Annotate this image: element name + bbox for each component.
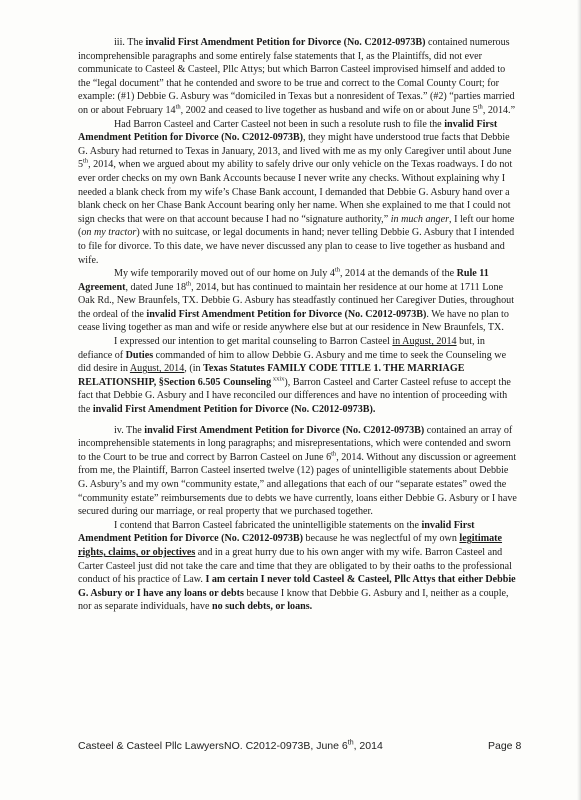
footer-case-number — [224, 740, 383, 752]
text-run: , 2014, but has continued to maintain her residence at our home at 1711 Lone Oak Rd., New Braunfels, TX. Debbie G. Asbury has steadfastly continued her Caregiver Duties, throughout the ordeal of the — [78, 281, 514, 320]
footer-case-suffix: , 2014 — [353, 740, 383, 752]
superscript: th — [477, 103, 483, 111]
text-run: contained numerous incomprehensible paragraphs and some entirely false statements that I, as the Plaintiffs, did not ever communicate to Casteel & Casteel, Pllc Attys; but which Barron Casteel improvised himself and added to the “legal document” that he contended and swore to be true and correct to the Comal County Court; for example: (#1) Debbie G. Asbury was “domiciled in Texas but a nonresident of Texas.” (#2) “parties married on or about February 14 — [78, 37, 515, 116]
text-run: iii. The — [114, 37, 146, 48]
bold-text: invalid First Amendment Petition for Divorce (No. C2012-0973B) — [144, 424, 425, 436]
paragraph-p2 — [78, 118, 520, 268]
paragraph-p5 — [78, 424, 520, 519]
superscript: xxix — [271, 375, 285, 383]
text-run: and in a great hurry due to his own anger with my wife. Barron Casteel and Carter Casteel just did not take the care and time that they are obligated to by their oaths to the professional conduct of his practice of Law. — [78, 546, 512, 586]
text-run: iv. The — [114, 424, 145, 436]
text-run: in much anger — [390, 213, 450, 225]
text-run: I contend that Barron Casteel fabricated the unintelligible statements on the — [114, 519, 422, 531]
footer-firm-name: Casteel & Casteel Pllc Lawyers — [78, 740, 224, 752]
text-run: August, 2014 — [129, 363, 185, 375]
paragraph-p4 — [78, 335, 520, 417]
text-run: Had Barron Casteel and Carter Casteel not been in such a resolute rush to file the — [114, 118, 445, 130]
bold-text: legitimate rights, claims, or objectives — [78, 533, 503, 558]
text-run: , (in — [184, 363, 204, 375]
paragraph-p6 — [78, 519, 520, 614]
text-run: ) with no suitcase, or legal documents in hand; never telling Debbie G. Asbury that I intended to file for divorce. To this date, we have never discussed any plan to cease to live together as husband and wife. — [78, 227, 515, 266]
document-body — [78, 36, 520, 614]
text-run: , I left our home ( — [78, 213, 515, 239]
superscript: th — [334, 266, 340, 274]
text-run: because he was neglectful of my own — [303, 533, 460, 545]
paragraph-p3 — [78, 267, 520, 335]
superscript: th — [331, 450, 337, 458]
superscript: th — [186, 280, 192, 288]
bold-text: invalid First Amendment Petition for Divorce (No. C2012-0973B) — [145, 37, 426, 48]
text-run: , 2014.” — [482, 104, 516, 116]
text-run: My wife temporarily moved out of our home on July 4 — [114, 268, 335, 280]
text-run: , 2014. Without any discussion or agreement from me, the Plaintiff, Barron Casteel inserted twelve (12) pages of unintelligible statements about Debbie G. Asbury’s and my own “community estate,” and allegations that each of our “separate estates” owed the “community estate” reimbursements due to debts we have currently, loans either Debbie G. Asbury or I have secured during our marriage, or real property that we purchased together. — [78, 451, 517, 518]
text-run: ), Barron Casteel and Carter Casteel refuse to accept the fact that Debbie G. Asbury and I have reconciled our differences and have no intention of proceeding with the — [78, 376, 511, 416]
bold-text: invalid First Amendment Petition for Divorce (No. C2012-0973B). — [92, 404, 376, 416]
footer-case-prefix: NO. C2012-0973B, June 6 — [224, 740, 348, 752]
scan-edge-shadow — [577, 0, 581, 800]
text-run: , dated June 18 — [125, 281, 187, 293]
bold-text: invalid First Amendment Petition for Divorce (No. C2012-0973B) — [146, 308, 427, 320]
bold-text: Texas Statutes FAMILY CODE TITLE 1. THE MARRIAGE RELATIONSHIP, §Section 6.505 Counseling — [78, 363, 465, 388]
text-run: , 2014, when we argued about my ability to safely drive our only vehicle on the Texas roadways. I do not ever order checks on my own Bank Accounts because I never write any checks. Without explaining why I needed a blank check from my wife’s Chase Bank account, I demanded that Debbie G. Asbury hand over a blank check on her Chase Bank Account bearing only her name. When she explained to me that I could not sign checks that were on that account because I had no “signature authority,” — [78, 159, 513, 225]
text-run: , 2014 at the demands of the — [339, 268, 457, 280]
bold-text: Rule 11 Agreement — [78, 268, 489, 293]
text-run: on my tractor — [81, 227, 137, 239]
paragraph-p1 — [78, 36, 520, 118]
text-run: in August, 2014 — [392, 336, 457, 348]
footer-page-number: Page 8 — [488, 740, 522, 752]
bold-text: I am certain I never told Casteel & Casteel, Pllc Attys that either Debbie G. Asbury or I have any loans or debts — [78, 574, 516, 599]
superscript: th — [83, 157, 89, 165]
bold-text: no such debts, or loans. — [211, 601, 313, 613]
bold-text: Duties — [125, 349, 154, 361]
paragraph-gap — [78, 417, 520, 424]
text-run: but, in defiance of — [78, 336, 485, 361]
text-run: contained an array of incomprehensible statements in long paragraphs; and misrepresentations, which were contended and sworn to the Court to be true and correct by Barron Casteel on June 6 — [78, 424, 513, 463]
text-run: . We have no plan to cease living together as man and wife or reside anywhere else but at our residence in New Braunfels, TX. — [78, 308, 509, 334]
text-run: , they might have understood true facts that Debbie G. Asbury had returned to Texas in January, 2013, and lived with me as my only Caregiver until about June 5 — [78, 132, 512, 171]
text-run: , 2002 and ceased to live together as husband and wife on or about June 5 — [180, 104, 478, 116]
bold-text: invalid First Amendment Petition for Divorce (No. C2012-0973B) — [78, 519, 475, 545]
bold-text: invalid First Amendment Petition for Divorce (No. C2012-0973B) — [78, 118, 498, 144]
superscript: th — [175, 103, 181, 111]
text-run: commanded of him to allow Debbie G. Asbury and me time to seek the Counseling we did desire in — [78, 349, 507, 375]
text-run: I expressed our intention to get marital counseling to Barron Casteel — [114, 336, 393, 348]
footer-case-sup: th — [347, 739, 354, 747]
text-run: because I know that Debbie G. Asbury and I, neither as a couple, nor as separate individuals, have — [78, 587, 509, 613]
